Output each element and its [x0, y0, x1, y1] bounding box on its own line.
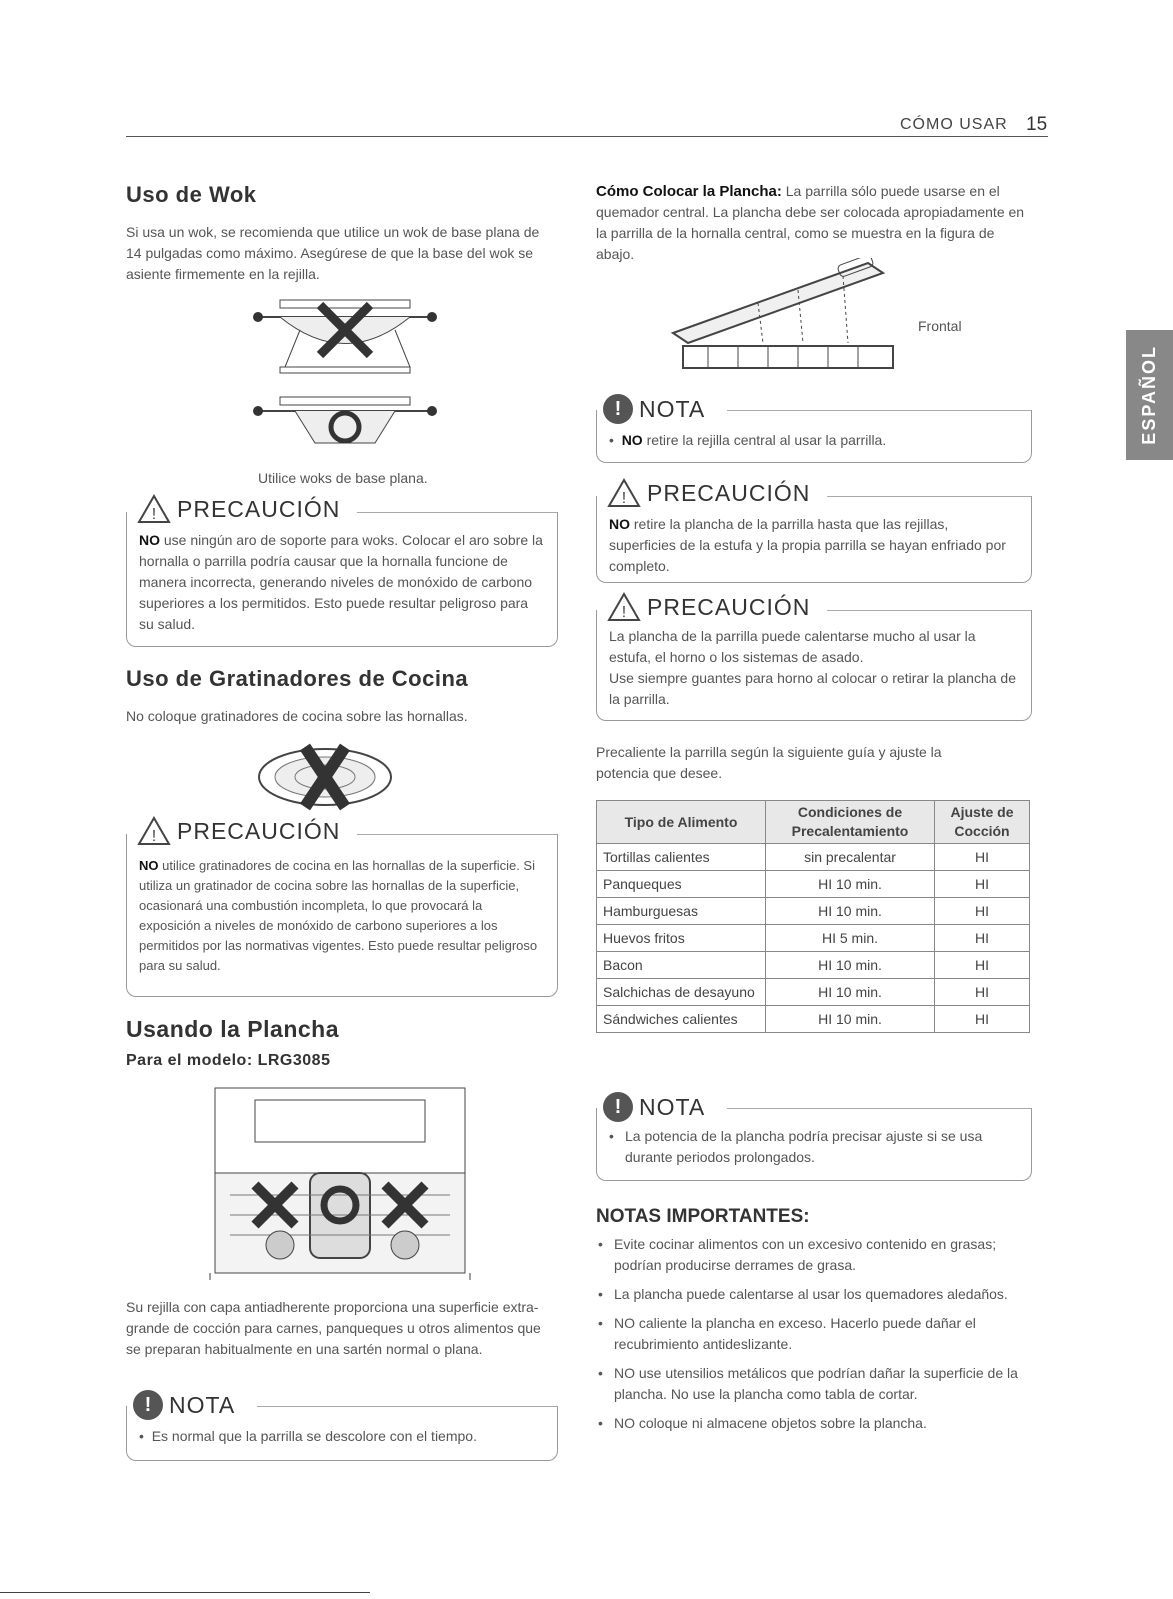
nota-body: La potencia de la plancha podría precisar ajuste si se usa durante periodos prolongados.	[625, 1128, 983, 1165]
header-divider	[126, 136, 1048, 137]
language-tab-label: ESPAÑOL	[1139, 345, 1159, 445]
caution-text	[609, 514, 1019, 577]
svg-text:!: !	[621, 604, 627, 621]
table-row	[597, 925, 1030, 952]
colocar-lead: Cómo Colocar la Plancha:	[596, 183, 782, 200]
nota-title: NOTA	[639, 1093, 706, 1120]
table-cell: Sándwiches calientes	[597, 1006, 766, 1033]
table-cell: sin precalentar	[766, 844, 935, 871]
list-item: • La plancha puede calentarse al usar los quemadores aledaños.	[596, 1284, 1036, 1305]
warning-triangle-icon	[607, 478, 641, 508]
plancha-text: Su rejilla con capa antiadherente proporciona una superficie extra-grande de cocción para carnes, panqueques u otros alimentos que se preparan habitualmente en una sartén normal o plana.	[126, 1299, 541, 1357]
table-cell: HI	[935, 1006, 1030, 1033]
table-row	[597, 1006, 1030, 1033]
caution-bold: NO	[609, 516, 630, 532]
nota-text: • La potencia de la plancha podría precisar ajuste si se usa durante periodos prolongados.	[609, 1128, 983, 1165]
table-cell: Tortillas calientes	[597, 844, 766, 871]
nota-text: • NO retire la rejilla central al usar la parrilla.	[609, 432, 887, 448]
table-cell: HI 10 min.	[766, 1006, 935, 1033]
table-cell: HI 5 min.	[766, 925, 935, 952]
table-cell: HI	[935, 844, 1030, 871]
list-item: • NO coloque ni almacene objetos sobre la plancha.	[596, 1413, 1036, 1434]
table-cell: HI	[935, 898, 1030, 925]
table-cell: Huevos fritos	[597, 925, 766, 952]
preheat-table	[596, 800, 1030, 1033]
table-cell: HI 10 min.	[766, 871, 935, 898]
table-header: Ajuste de Cocción	[935, 801, 1030, 844]
colocar-body: La parrilla sólo puede usarse en el quemador central. La plancha debe ser colocada apropiadamente en la parrilla de la hornalla central, como se muestra en la figura de abajo.	[596, 183, 1025, 262]
wok-correct-illustration	[250, 395, 440, 455]
svg-text:!: !	[151, 506, 157, 523]
caution-box-gratin	[126, 817, 558, 997]
list-item: • Evite cocinar alimentos con un excesivo contenido en grasas; podrían producirse derrames de grasa.	[596, 1234, 1036, 1276]
precalentar-text: Precaliente la parrilla según la siguiente guía y ajuste la potencia que desee.	[596, 744, 942, 781]
nota-title: NOTA	[639, 395, 706, 422]
caution-bold: NO	[139, 532, 160, 548]
table-cell: HI 10 min.	[766, 952, 935, 979]
language-side-tab	[1126, 330, 1173, 460]
caution-line-1: La plancha de la parrilla puede calentarse mucho al usar la estufa, el horno o los sistemas de asado.	[609, 628, 976, 665]
caution-bold: NO	[139, 858, 159, 873]
table-row	[597, 871, 1030, 898]
range-illustration	[205, 1085, 475, 1280]
table-cell: Salchichas de desayuno	[597, 979, 766, 1006]
table-cell: HI 10 min.	[766, 979, 935, 1006]
info-exclamation-icon: !	[603, 1092, 633, 1122]
list-item: • NO use utensilios metálicos que podrían dañar la superficie de la plancha. No use la plancha como tabla de cortar.	[596, 1363, 1036, 1405]
notas-importantes-title: NOTAS IMPORTANTES:	[596, 1206, 810, 1227]
table-cell: Bacon	[597, 952, 766, 979]
caution-body: retire la plancha de la parrilla hasta que las rejillas, superficies de la estufa y la propia parrilla se hayan enfriado por completo.	[609, 516, 1006, 574]
wok-caption: Utilice woks de base plana.	[258, 470, 428, 486]
caution-title: PRECAUCIÓN	[177, 817, 341, 844]
table-cell: HI	[935, 925, 1030, 952]
caution-text	[139, 856, 545, 976]
wok-title: Uso de Wok	[126, 182, 257, 207]
plancha-title: Usando la Plancha	[126, 1016, 340, 1042]
section-header: CÓMO USAR	[900, 116, 1008, 133]
colocar-text	[596, 181, 1036, 265]
wok-text: Si usa un wok, se recomienda que utilice un wok de base plana de 14 pulgadas como máximo. Asegúrese de que la base del wok se asiente firmemente en la rejilla.	[126, 224, 540, 282]
caution-title: PRECAUCIÓN	[177, 495, 341, 522]
table-row	[597, 952, 1030, 979]
caution-body: use ningún aro de soporte para woks. Colocar el aro sobre la hornalla o parrilla podría causar que la hornalla funcione de manera incorrecta, generando niveles de monóxido de carbono superiores a los permitidos. Esto puede resultar peligroso para su salud.	[139, 532, 543, 632]
caution-body: utilice gratinadores de cocina en las hornallas de la superficie. Si utiliza un gratinador de cocina sobre las hornallas de la superficie, ocasionará una combustión incompleta, lo que provocará la exposición a niveles de monóxido de carbono superiores a los permitidos por las normativas vigentes. Esto puede resultar peligroso para su salud.	[139, 858, 538, 973]
svg-text:!: !	[621, 490, 627, 507]
svg-text:!: !	[151, 828, 157, 845]
nota-body: Es normal que la parrilla se descolore con el tiempo.	[151, 1428, 477, 1444]
gratin-title: Uso de Gratinadores de Cocina	[126, 666, 469, 691]
table-row	[597, 844, 1030, 871]
caution-box-calentarse	[596, 593, 1032, 721]
caution-text	[609, 626, 1019, 710]
plancha-model: Para el modelo: LRG3085	[126, 1052, 331, 1069]
page-number: 15	[1026, 114, 1048, 135]
nota-box-potencia	[596, 1093, 1032, 1181]
table-cell: HI 10 min.	[766, 898, 935, 925]
table-cell: Hamburguesas	[597, 898, 766, 925]
table-header: Condiciones de Precalentamiento	[766, 801, 935, 844]
nota-title: NOTA	[169, 1391, 236, 1418]
warning-triangle-icon	[137, 494, 171, 524]
griddle-illustration	[668, 258, 908, 378]
nota-bold: NO	[621, 432, 643, 448]
table-row	[597, 979, 1030, 1006]
table-cell: HI	[935, 871, 1030, 898]
warning-triangle-icon	[607, 592, 641, 622]
table-cell: HI	[935, 979, 1030, 1006]
notas-importantes-list	[596, 1234, 1036, 1442]
nota-box-descolore	[126, 1391, 558, 1461]
info-exclamation-icon: !	[133, 1390, 163, 1420]
caution-line-2: Use siempre guantes para horno al colocar o retirar la plancha de la parrilla.	[609, 670, 1017, 707]
frontal-label: Frontal	[918, 318, 962, 334]
caution-text	[139, 530, 545, 635]
caution-title: PRECAUCIÓN	[647, 593, 811, 620]
nota-box-rejilla	[596, 395, 1032, 463]
info-exclamation-icon: !	[603, 394, 633, 424]
warning-triangle-icon	[137, 816, 171, 846]
table-header-row	[597, 801, 1030, 844]
table-row	[597, 898, 1030, 925]
caution-box-woks	[126, 495, 558, 647]
nota-body: retire la rejilla central al usar la parrilla.	[642, 432, 887, 448]
bottom-rule	[0, 1592, 370, 1593]
wok-wrong-illustration	[250, 295, 440, 385]
table-cell: Panqueques	[597, 871, 766, 898]
nota-text: • Es normal que la parrilla se descolore con el tiempo.	[139, 1428, 477, 1444]
gratin-text: No coloque gratinadores de cocina sobre las hornallas.	[126, 708, 468, 724]
list-item: • NO caliente la plancha en exceso. Hacerlo puede dañar el recubrimiento antideslizante.	[596, 1313, 1036, 1355]
table-cell: HI	[935, 952, 1030, 979]
caution-title: PRECAUCIÓN	[647, 479, 811, 506]
gratin-illustration	[255, 742, 395, 812]
table-header: Tipo de Alimento	[597, 801, 766, 844]
caution-box-retire	[596, 479, 1032, 583]
